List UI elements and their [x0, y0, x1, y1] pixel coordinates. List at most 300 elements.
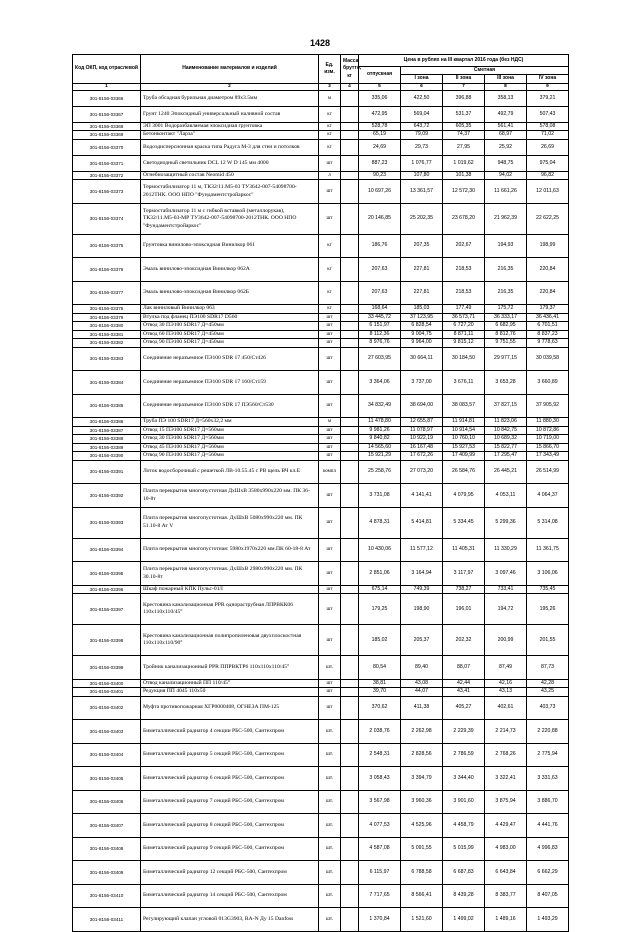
- table-row: [73, 460, 569, 484]
- item-name: Труба ПЭ 100 SDR17 Д=560х32,2 мм: [141, 418, 319, 427]
- item-mass: [341, 281, 359, 305]
- item-mass: [341, 203, 359, 234]
- price-zone-3: 402,61: [485, 696, 527, 720]
- price-release: 34 832,49: [359, 394, 401, 418]
- price-zone-4: 403,73: [527, 696, 569, 720]
- price-zone-4: 36 436,41: [527, 313, 569, 322]
- table-row: [73, 90, 569, 106]
- item-code: 301-8156-03382: [73, 339, 141, 348]
- price-release: 20 146,85: [359, 203, 401, 234]
- price-release: 2 548,31: [359, 743, 401, 767]
- table-row: [73, 814, 569, 838]
- item-code: 301-8156-03402: [73, 696, 141, 720]
- page-number: 1428: [309, 38, 331, 48]
- item-mass: [341, 171, 359, 180]
- price-release: 887,23: [359, 155, 401, 171]
- price-zone-1: 9 004,75: [401, 330, 443, 339]
- item-name: Термостабилизатор 11 м, ТК32/11.М5-03 ТУ3642-007-54098700-2012ТНК. ООО НПО "Фундаментстройаркос": [141, 180, 319, 204]
- item-code: 301-8156-03375: [73, 234, 141, 258]
- price-zone-3: 9 751,55: [485, 339, 527, 348]
- column-number-row: [73, 83, 569, 90]
- item-mass: [341, 305, 359, 314]
- price-zone-1: 2 262,98: [401, 720, 443, 744]
- price-zone-2: 3 117,97: [443, 562, 485, 586]
- price-zone-2: 2 229,39: [443, 720, 485, 744]
- price-zone-3: 216,35: [485, 258, 527, 282]
- price-zone-4: 4 064,37: [527, 484, 569, 508]
- price-zone-3: 4 983,00: [485, 837, 527, 861]
- price-zone-3: 358,13: [485, 90, 527, 106]
- price-release: 179,25: [359, 594, 401, 625]
- table-row: [73, 426, 569, 435]
- price-release: 1 370,84: [359, 908, 401, 932]
- item-mass: [341, 720, 359, 744]
- item-unit: шт: [319, 585, 341, 594]
- item-unit: шт.: [319, 720, 341, 744]
- column-number: 3: [319, 83, 341, 90]
- column-number: 2: [141, 83, 319, 90]
- price-zone-3: 8 383,77: [485, 884, 527, 908]
- price-zone-4: 37 905,92: [527, 394, 569, 418]
- price-zone-2: 30 184,50: [443, 347, 485, 371]
- item-unit: компл: [319, 460, 341, 484]
- item-code: 301-8156-03399: [73, 656, 141, 680]
- item-unit: шт: [319, 322, 341, 331]
- header-unit: Ед. изм.: [319, 55, 341, 84]
- price-release: 38,81: [359, 679, 401, 688]
- item-name: Редукция ПП 4045 110х50: [141, 688, 319, 697]
- table-row: [73, 484, 569, 508]
- item-code: 301-8156-03377: [73, 281, 141, 305]
- price-zone-2: 8 439,28: [443, 884, 485, 908]
- item-mass: [341, 743, 359, 767]
- item-unit: шт: [319, 339, 341, 348]
- item-name: Биметаллический радиатор 8 секций РБС-500, Сантехпром: [141, 814, 319, 838]
- price-zone-3: 15 822,77: [485, 443, 527, 452]
- item-mass: [341, 688, 359, 697]
- item-name: Биметаллический радиатор 14 секций РБС-500, Сантехпром: [141, 884, 319, 908]
- price-zone-3: 11 330,29: [485, 538, 527, 562]
- item-unit: кг: [319, 122, 341, 131]
- price-zone-4: 42,28: [527, 679, 569, 688]
- item-mass: [341, 322, 359, 331]
- item-code: 301-8156-03407: [73, 814, 141, 838]
- item-code: 301-8156-03376: [73, 258, 141, 282]
- header-zone-1: I зона: [401, 75, 443, 83]
- price-zone-2: 3 344,40: [443, 767, 485, 791]
- price-zone-3: 11 661,26: [485, 180, 527, 204]
- price-zone-1: 30 664,11: [401, 347, 443, 371]
- price-zone-1: 37 123,95: [401, 313, 443, 322]
- price-release: 27 603,95: [359, 347, 401, 371]
- table-row: [73, 884, 569, 908]
- price-zone-4: 220,84: [527, 258, 569, 282]
- price-zone-1: 79,09: [401, 131, 443, 140]
- item-mass: [341, 258, 359, 282]
- price-release: 186,76: [359, 234, 401, 258]
- table-row: [73, 625, 569, 656]
- price-zone-4: 735,45: [527, 585, 569, 594]
- table-row: [73, 234, 569, 258]
- item-code: 301-8156-03374: [73, 203, 141, 234]
- price-zone-4: 9 778,63: [527, 339, 569, 348]
- item-name: Биметаллический радиатор 12 секций РБС-500, Сантехпром: [141, 861, 319, 885]
- price-zone-1: 4 525,96: [401, 814, 443, 838]
- item-unit: шт: [319, 594, 341, 625]
- price-release: 4 077,53: [359, 814, 401, 838]
- price-zone-1: 5 414,81: [401, 507, 443, 538]
- price-zone-3: 6 682,95: [485, 322, 527, 331]
- item-name: Отвод канализационный ПП 110/45°: [141, 679, 319, 688]
- item-mass: [341, 484, 359, 508]
- price-release: 3 058,43: [359, 767, 401, 791]
- price-zone-3: 10 842,75: [485, 426, 527, 435]
- price-zone-3: 175,72: [485, 305, 527, 314]
- price-zone-3: 26 445,21: [485, 460, 527, 484]
- price-zone-1: 8 566,41: [401, 884, 443, 908]
- item-unit: м: [319, 418, 341, 427]
- price-release: 15 921,29: [359, 452, 401, 461]
- price-release: 168,64: [359, 305, 401, 314]
- item-name: Плита перекрытия многопустотная. ДхШхВ 5080х990х220 мм. ПК 51.10-8 Ат V: [141, 507, 319, 538]
- price-zone-3: 2 768,26: [485, 743, 527, 767]
- item-unit: шт: [319, 313, 341, 322]
- item-mass: [341, 594, 359, 625]
- price-release: 11 478,80: [359, 418, 401, 427]
- price-zone-1: 2 828,56: [401, 743, 443, 767]
- price-release: 80,54: [359, 656, 401, 680]
- item-name: Труба обсадная бурильная диаметром 89х3.5мм: [141, 90, 319, 106]
- item-unit: шт: [319, 625, 341, 656]
- item-code: 301-8156-03372: [73, 171, 141, 180]
- price-zone-3: 68,97: [485, 131, 527, 140]
- table-row: [73, 155, 569, 171]
- price-zone-1: 10 922,19: [401, 435, 443, 444]
- price-zone-3: 3 322,41: [485, 767, 527, 791]
- price-zone-1: 16 167,48: [401, 443, 443, 452]
- price-zone-4: 3 106,06: [527, 562, 569, 586]
- price-zone-4: 179,37: [527, 305, 569, 314]
- price-release: 9 981,26: [359, 426, 401, 435]
- price-zone-4: 4 996,83: [527, 837, 569, 861]
- price-zone-2: 36 573,71: [443, 313, 485, 322]
- item-mass: [341, 679, 359, 688]
- item-mass: [341, 837, 359, 861]
- table-row: [73, 837, 569, 861]
- item-code: 301-8156-03381: [73, 330, 141, 339]
- price-zone-2: 3 676,11: [443, 371, 485, 395]
- item-mass: [341, 814, 359, 838]
- item-mass: [341, 435, 359, 444]
- item-mass: [341, 155, 359, 171]
- column-number: 6: [401, 83, 443, 90]
- item-name: Огнебиозащитный состав Neomid 450: [141, 171, 319, 180]
- price-zone-2: 43,41: [443, 688, 485, 697]
- item-name: Отвод 45 ПЭ100 SDR17 Д=560мм: [141, 443, 319, 452]
- price-zone-3: 216,35: [485, 281, 527, 305]
- price-zone-3: 8 812,76: [485, 330, 527, 339]
- price-zone-4: 26 514,99: [527, 460, 569, 484]
- item-mass: [341, 696, 359, 720]
- item-name: Отвод 90 ПЭ100 SDR17 Д=560мм: [141, 452, 319, 461]
- price-release: 6 115,97: [359, 861, 401, 885]
- item-code: 301-8156-03400: [73, 679, 141, 688]
- price-zone-2: 405,27: [443, 696, 485, 720]
- item-name: Отвод 15 ПЭ100 SDR17 Д=560мм: [141, 426, 319, 435]
- item-unit: кг: [319, 305, 341, 314]
- price-release: 2 851,06: [359, 562, 401, 586]
- price-zone-4: 1 493,29: [527, 908, 569, 932]
- table-row: [73, 418, 569, 427]
- item-mass: [341, 313, 359, 322]
- price-zone-4: 15 866,70: [527, 443, 569, 452]
- table-row: [73, 330, 569, 339]
- price-release: 33 445,72: [359, 313, 401, 322]
- table-row: [73, 258, 569, 282]
- item-name: Термостабилизатор 11 м с гибкой вставкой (металлорукав), ТК32/11.М5-03-МР ТУ3642-007-54098700-2012ТНК. ООО НПО "Фундаментстройаркос": [141, 203, 319, 234]
- price-zone-4: 22 622,25: [527, 203, 569, 234]
- item-name: Отвод 90 ПЭ100 SDR17 Д=450мм: [141, 339, 319, 348]
- item-name: Биметаллический радиатор 5 секций РБС-500, Сантехпром: [141, 743, 319, 767]
- header-zone-2: II зона: [443, 75, 485, 83]
- item-code: 301-8156-03385: [73, 394, 141, 418]
- price-zone-1: 3 737,00: [401, 371, 443, 395]
- price-release: 4 878,31: [359, 507, 401, 538]
- price-zone-3: 1 489,16: [485, 908, 527, 932]
- item-code: 301-8156-03405: [73, 767, 141, 791]
- item-code: 301-8156-03406: [73, 790, 141, 814]
- price-zone-1: 11 577,12: [401, 538, 443, 562]
- price-zone-2: 8 871,11: [443, 330, 485, 339]
- price-zone-3: 37 827,15: [485, 394, 527, 418]
- price-zone-3: 36 333,17: [485, 313, 527, 322]
- price-zone-4: 8 407,05: [527, 884, 569, 908]
- price-zone-3: 3 097,46: [485, 562, 527, 586]
- price-zone-1: 9 964,00: [401, 339, 443, 348]
- item-unit: шт.: [319, 861, 341, 885]
- item-unit: шт: [319, 371, 341, 395]
- item-code: 301-8156-03380: [73, 322, 141, 331]
- item-name: Лак виниловый Винилкор 063: [141, 305, 319, 314]
- price-zone-1: 205,37: [401, 625, 443, 656]
- item-mass: [341, 330, 359, 339]
- item-name: Крестовина канализационная РРR однораструбная ЛПРВКК06 110х110х110/45°: [141, 594, 319, 625]
- item-name: Биметаллический радиатор 9 секций РБС-500, Сантехпром: [141, 837, 319, 861]
- price-release: 8 976,76: [359, 339, 401, 348]
- item-mass: [341, 767, 359, 791]
- price-zone-2: 5 015,99: [443, 837, 485, 861]
- item-unit: кг: [319, 234, 341, 258]
- price-zone-2: 202,32: [443, 625, 485, 656]
- table-row: [73, 656, 569, 680]
- item-code: 301-8156-03386: [73, 418, 141, 427]
- price-zone-2: 2 786,59: [443, 743, 485, 767]
- price-zone-3: 42,16: [485, 679, 527, 688]
- item-mass: [341, 131, 359, 140]
- price-zone-2: 11 405,31: [443, 538, 485, 562]
- item-code: 301-8156-03408: [73, 837, 141, 861]
- table-row: [73, 679, 569, 688]
- column-number: 1: [73, 83, 141, 90]
- item-name: Отвод 30 ПЭ100 SDR17 Д=450мм: [141, 322, 319, 331]
- price-zone-4: 71,02: [527, 131, 569, 140]
- item-name: Соединение неразъемное ПЭ100 SDR 17 160/Ст159: [141, 371, 319, 395]
- item-name: Шкаф пожарный КПК Пульс-01/I: [141, 585, 319, 594]
- price-zone-4: 96,82: [527, 171, 569, 180]
- price-zone-2: 74,37: [443, 131, 485, 140]
- price-zone-3: 492,79: [485, 106, 527, 122]
- price-zone-2: 6 687,83: [443, 861, 485, 885]
- item-unit: шт.: [319, 837, 341, 861]
- item-code: 301-8156-03367: [73, 106, 141, 122]
- item-code: 301-8156-03366: [73, 90, 141, 106]
- item-unit: шт: [319, 203, 341, 234]
- item-unit: шт.: [319, 656, 341, 680]
- price-zone-3: 3 653,28: [485, 371, 527, 395]
- price-release: 3 364,06: [359, 371, 401, 395]
- price-zone-2: 26 584,76: [443, 460, 485, 484]
- price-zone-1: 422,50: [401, 90, 443, 106]
- price-zone-4: 5 314,08: [527, 507, 569, 538]
- price-zone-4: 198,99: [527, 234, 569, 258]
- price-table: [72, 54, 569, 932]
- table-row: [73, 767, 569, 791]
- price-zone-1: 643,72: [401, 122, 443, 131]
- price-release: 9 840,82: [359, 435, 401, 444]
- price-release: 24,69: [359, 139, 401, 155]
- item-name: Муфта противопожарная ХГР0000408, ОГНЕЗА ПМ-125: [141, 696, 319, 720]
- price-zone-1: 29,73: [401, 139, 443, 155]
- item-unit: шт: [319, 435, 341, 444]
- item-code: 301-8156-03409: [73, 861, 141, 885]
- price-zone-1: 4 141,41: [401, 484, 443, 508]
- price-zone-2: 605,35: [443, 122, 485, 131]
- item-unit: шт: [319, 562, 341, 586]
- price-zone-1: 6 788,58: [401, 861, 443, 885]
- table-row: [73, 507, 569, 538]
- item-name: Грунт 1240 Эпоксидный универсальный наливной состав: [141, 106, 319, 122]
- item-unit: шт: [319, 394, 341, 418]
- table-row: [73, 106, 569, 122]
- item-mass: [341, 562, 359, 586]
- table-row: [73, 305, 569, 314]
- header-estimate: Сметная: [401, 67, 569, 75]
- item-unit: кг: [319, 131, 341, 140]
- item-mass: [341, 443, 359, 452]
- item-unit: шт: [319, 484, 341, 508]
- item-name: Биметаллический радиатор 7 секций РБС-500, Сантехпром: [141, 790, 319, 814]
- item-unit: шт: [319, 180, 341, 204]
- table-row: [73, 908, 569, 932]
- price-zone-1: 38 694,00: [401, 394, 443, 418]
- price-zone-4: 30 039,58: [527, 347, 569, 371]
- table-row: [73, 538, 569, 562]
- price-zone-1: 227,81: [401, 258, 443, 282]
- item-mass: [341, 418, 359, 427]
- price-release: 528,78: [359, 122, 401, 131]
- price-zone-1: 11 078,97: [401, 426, 443, 435]
- price-release: 7 717,65: [359, 884, 401, 908]
- price-zone-4: 26,69: [527, 139, 569, 155]
- item-code: 301-8156-03387: [73, 426, 141, 435]
- price-release: 90,23: [359, 171, 401, 180]
- item-name: Втулка под фланец ПЭ100 SDR17 D560: [141, 313, 319, 322]
- item-name: Плита перекрытия многопустотная ДхШхВ 3580х990х220 мм. ПК 36-10-8т: [141, 484, 319, 508]
- price-zone-1: 25 202,35: [401, 203, 443, 234]
- price-zone-1: 3 164,94: [401, 562, 443, 586]
- item-code: 301-8156-03378: [73, 305, 141, 314]
- price-release: 25 258,76: [359, 460, 401, 484]
- table-row: [73, 122, 569, 131]
- price-zone-2: 1 019,62: [443, 155, 485, 171]
- table-row: [73, 347, 569, 371]
- item-unit: шт: [319, 696, 341, 720]
- item-unit: л: [319, 171, 341, 180]
- table-row: [73, 585, 569, 594]
- price-zone-4: 578,08: [527, 122, 569, 131]
- price-zone-2: 738,27: [443, 585, 485, 594]
- item-name: Светодиодный светильник DCL 12 W D 145 мм 4000: [141, 155, 319, 171]
- price-zone-2: 4 079,95: [443, 484, 485, 508]
- item-code: 301-8156-03390: [73, 452, 141, 461]
- price-zone-3: 25,92: [485, 139, 527, 155]
- item-name: Соединение неразъемное ПЭ100 SDR 17 450/Ст426: [141, 347, 319, 371]
- column-number: 9: [527, 83, 569, 90]
- item-mass: [341, 339, 359, 348]
- item-code: 301-8156-03397: [73, 594, 141, 625]
- price-zone-1: 6 828,54: [401, 322, 443, 331]
- price-zone-1: 198,90: [401, 594, 443, 625]
- table-row: [73, 688, 569, 697]
- price-release: 10 430,06: [359, 538, 401, 562]
- price-release: 10 697,26: [359, 180, 401, 204]
- item-mass: [341, 460, 359, 484]
- item-unit: шт: [319, 452, 341, 461]
- price-zone-4: 2 220,88: [527, 720, 569, 744]
- item-unit: м: [319, 90, 341, 106]
- table-row: [73, 562, 569, 586]
- table-row: [73, 180, 569, 204]
- item-code: 301-8156-03410: [73, 884, 141, 908]
- item-name: Эмаль винилово-эпоксидная Винилкор 062Б: [141, 281, 319, 305]
- price-zone-4: 3 660,89: [527, 371, 569, 395]
- item-mass: [341, 452, 359, 461]
- price-zone-3: 94,02: [485, 171, 527, 180]
- table-row: [73, 696, 569, 720]
- price-zone-4: 6 662,29: [527, 861, 569, 885]
- item-unit: шт.: [319, 743, 341, 767]
- item-unit: шт: [319, 679, 341, 688]
- price-zone-2: 177,49: [443, 305, 485, 314]
- item-name: Плита перекрытия многопустотная: 5980х1970х220 мм.ПК 60-18-8 Ат: [141, 538, 319, 562]
- table-row: [73, 720, 569, 744]
- price-zone-1: 1 521,60: [401, 908, 443, 932]
- price-zone-1: 44,07: [401, 688, 443, 697]
- price-zone-3: 948,75: [485, 155, 527, 171]
- price-release: 3 567,98: [359, 790, 401, 814]
- item-code: 301-8156-03371: [73, 155, 141, 171]
- price-zone-2: 42,44: [443, 679, 485, 688]
- item-code: 301-8156-03379: [73, 313, 141, 322]
- header-zone-4: IV зона: [527, 75, 569, 83]
- price-zone-4: 3 331,63: [527, 767, 569, 791]
- item-unit: шт.: [319, 908, 341, 932]
- item-mass: [341, 656, 359, 680]
- price-release: 3 731,08: [359, 484, 401, 508]
- item-mass: [341, 394, 359, 418]
- item-code: 301-8156-03393: [73, 507, 141, 538]
- item-unit: шт: [319, 507, 341, 538]
